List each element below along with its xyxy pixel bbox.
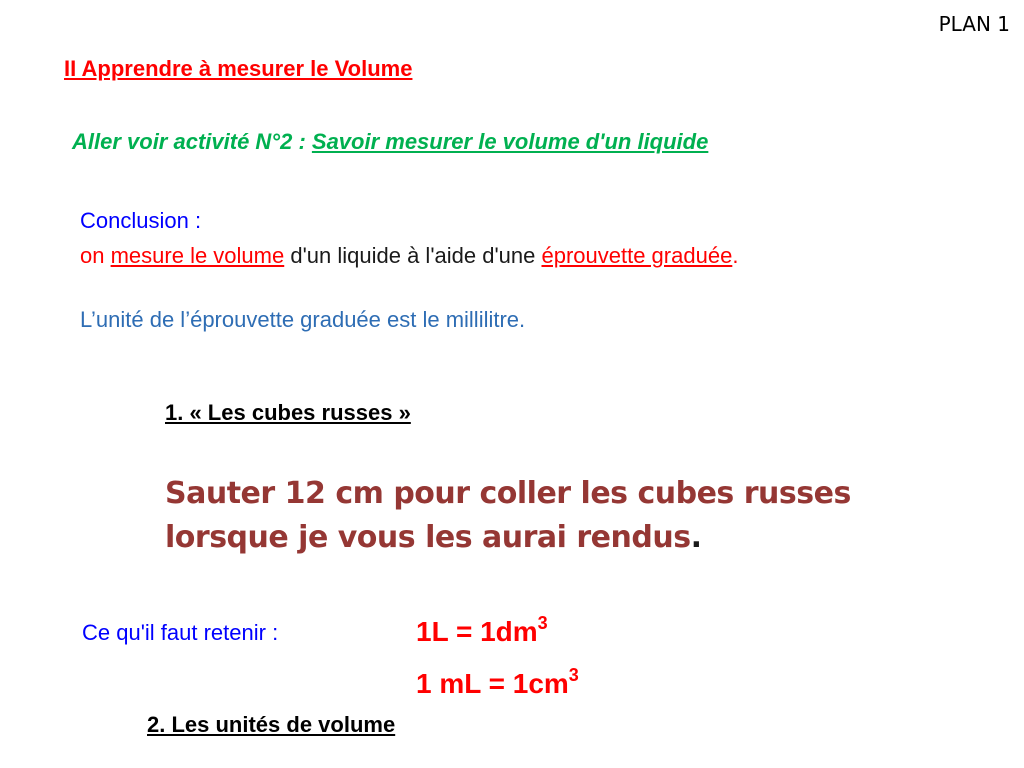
conclusion-label: Conclusion : [80, 208, 202, 233]
cubes-line-2-end: . [690, 520, 702, 555]
conclusion-part-1: on [80, 243, 111, 268]
conclusion-part-3: d'un liquide à l'aide d'une [284, 243, 542, 268]
units-title: 2. Les unités de volume [147, 712, 396, 737]
conclusion-part-5: . [732, 243, 739, 268]
activity-link[interactable]: Savoir mesurer le volume d'un liquide [311, 129, 709, 154]
plan-label: PLAN 1 [938, 12, 1010, 36]
formula-litre [416, 613, 548, 648]
section-heading: II Apprendre à mesurer le Volume [64, 56, 413, 81]
cubes-line-1: Sauter 12 cm pour coller les cubes russes [165, 476, 851, 511]
cubes-instruction [165, 472, 851, 560]
conclusion-term-measure: mesure le volume [110, 243, 285, 268]
formula-millilitre-exponent: 3 [568, 665, 579, 685]
cubes-title: 1. « Les cubes russes » [165, 400, 411, 425]
conclusion-term-cylinder: éprouvette graduée [541, 243, 733, 268]
cubes-line-2 [165, 516, 851, 560]
retenir-label: Ce qu'il faut retenir : [82, 620, 279, 645]
unit-sentence: L’unité de l’éprouvette graduée est le millilitre. [80, 307, 526, 332]
formula-litre-exponent: 3 [537, 613, 548, 633]
formula-millilitre [416, 665, 579, 700]
formula-litre-text: 1L = 1dm [416, 616, 538, 647]
activity-line [72, 129, 708, 155]
formula-millilitre-text: 1 mL = 1cm [416, 668, 569, 699]
cubes-line-2-text: lorsque je vous les aurai rendus [165, 520, 691, 555]
activity-prefix: Aller voir activité N°2 : [72, 129, 312, 154]
conclusion-text [80, 243, 738, 269]
